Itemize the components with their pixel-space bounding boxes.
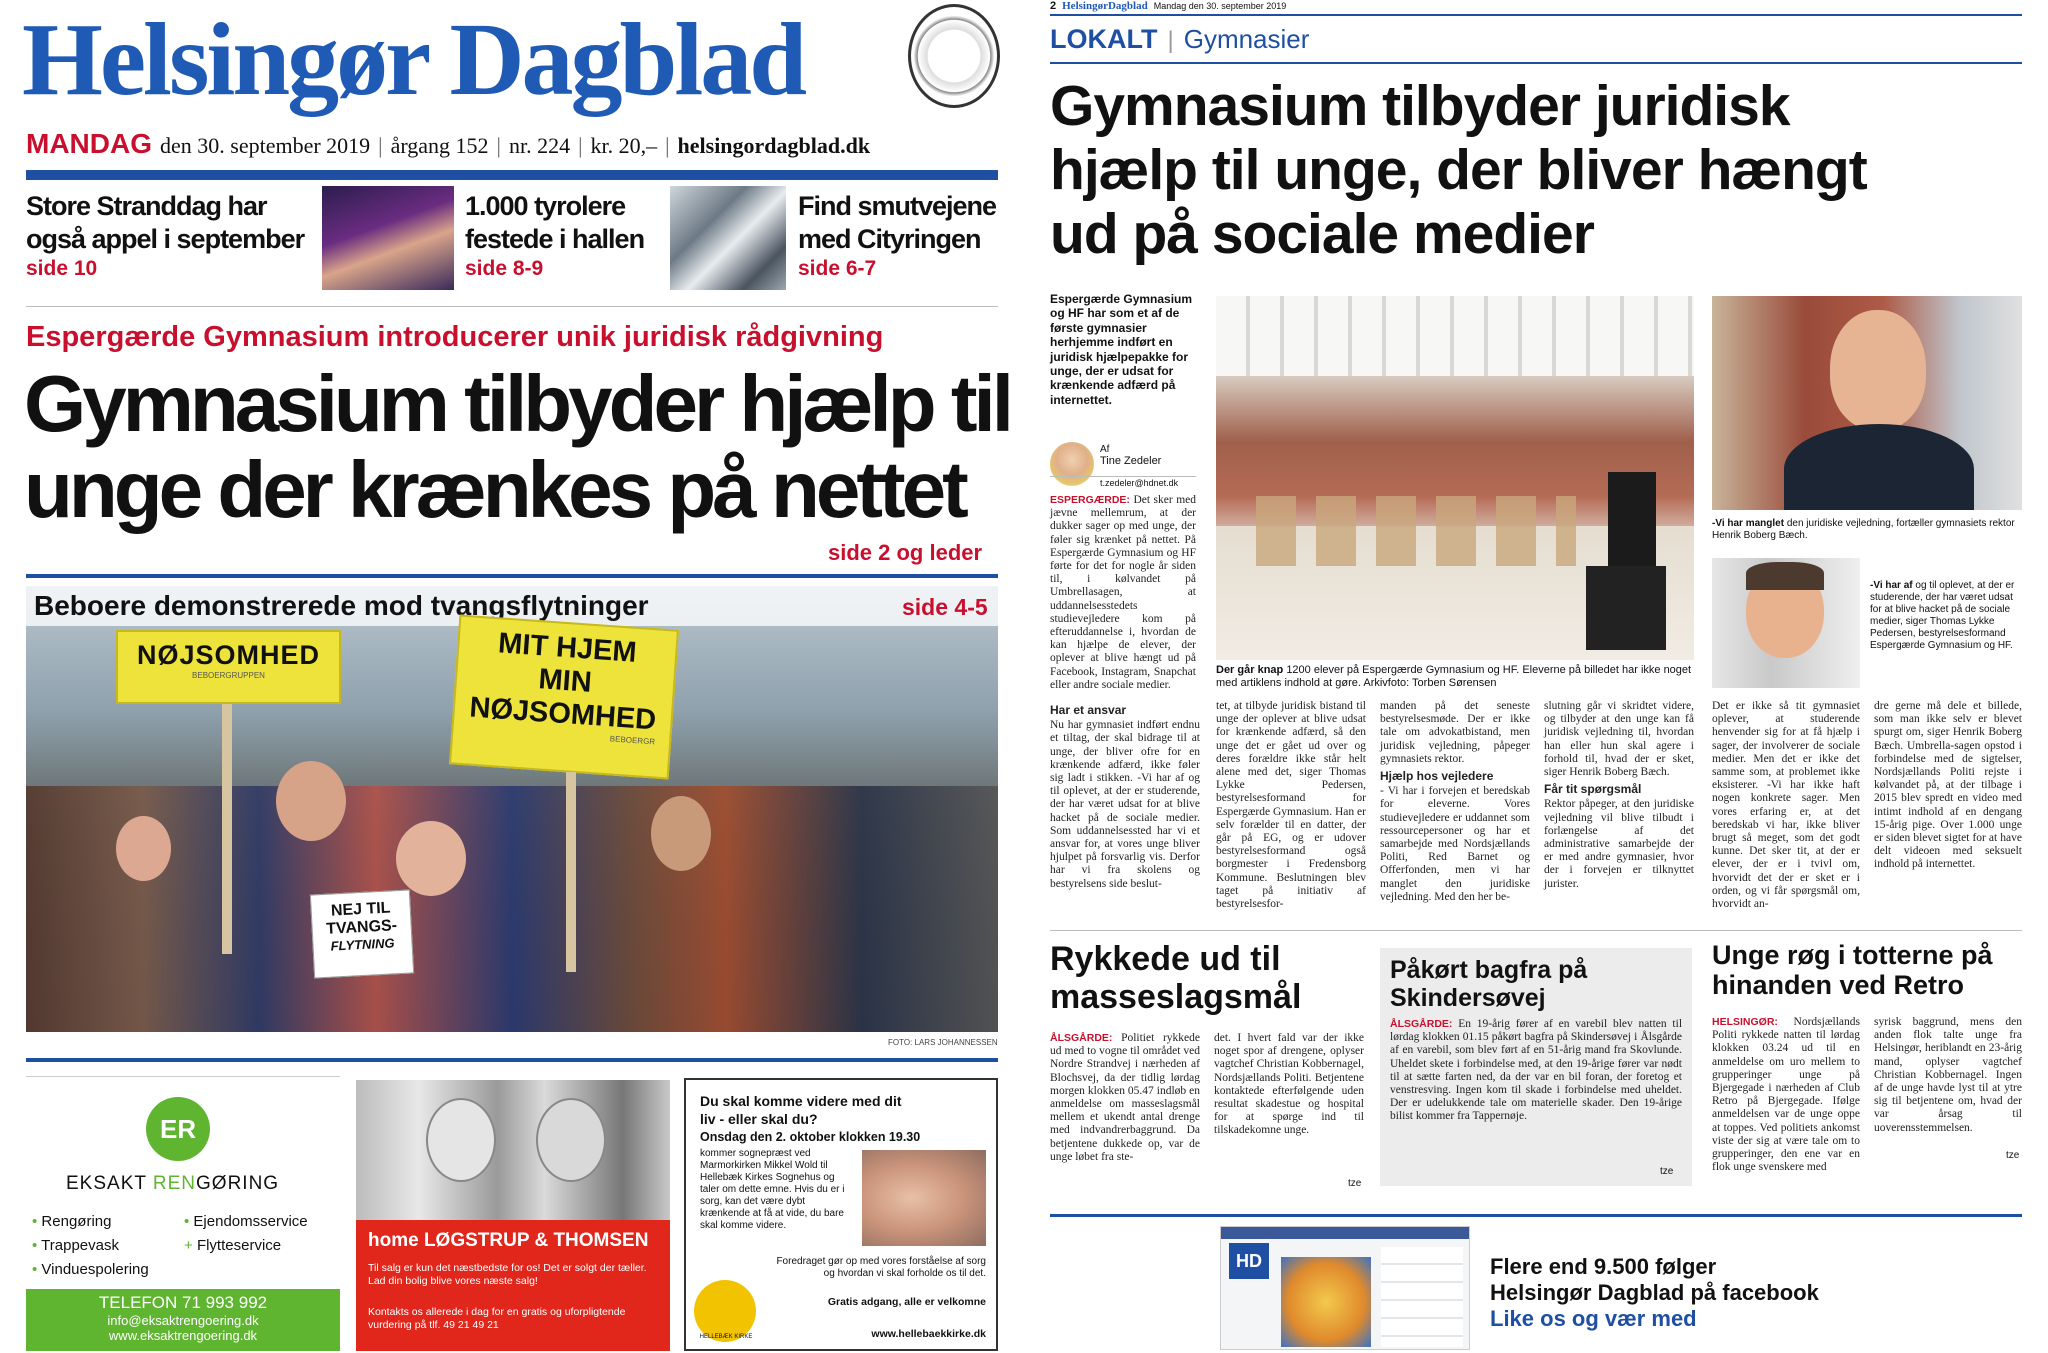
dateline-price: kr. 20,–	[590, 133, 658, 158]
ad-portrait-head	[536, 1098, 606, 1182]
brief-retro[interactable]	[1712, 940, 2022, 1000]
fb-beer-image	[1281, 1257, 1371, 1347]
crowd	[26, 786, 998, 1032]
sign-small: BEBOERGRUPPEN	[192, 671, 265, 680]
col-text: Rektor påpeger, at den juridiske vejledning vil blive tilbudt i forlængelse af det administrative samarbejde der er med andre gymnasier, hvor der i forvejen er tilknyttet jurister.	[1544, 798, 1694, 890]
headline-line: masseslagsmål	[1050, 978, 1302, 1016]
teaser-photo-cityringen	[670, 186, 786, 290]
teaser-line1: Store Stranddag har	[26, 191, 267, 221]
portrait-suit	[1784, 424, 1974, 510]
eksakt-service: • Vinduespolering	[32, 1261, 149, 1278]
teaser-stranddag[interactable]	[26, 190, 316, 282]
dateline-issue: nr. 224	[508, 133, 571, 158]
teaser-line2: også appel i september	[26, 224, 305, 254]
teaser-photo-tyrolere	[322, 186, 454, 290]
portrait2-caption	[1870, 580, 2020, 652]
article-headline[interactable]	[1050, 74, 1867, 266]
photo-credit: FOTO: LARS JOHANNESSEN	[888, 1038, 998, 1047]
caption-bold: -Vi har manglet	[1712, 518, 1785, 529]
ad-hellebaek-kirke[interactable]	[684, 1078, 998, 1351]
gym-hall-photo	[1216, 296, 1694, 660]
eksakt-logo-text: ER	[159, 1114, 197, 1144]
caption-text: og til oplevet, at der er studerende, der har været udsat for at blive hacket på de sociale medier, siger Thomas Lykke Pedersen, bestyrelsesformand Espergærde Gymnasium og HF.	[1870, 580, 2015, 651]
dateline-lead: HELSINGØR:	[1712, 1016, 1778, 1028]
headline-line: hjælp til unge, der bliver hængt	[1050, 138, 1867, 202]
col-text: dre gerne må dele et billede, som man ikke selv er blevet spurgt om, siger Henrik Boberg Bæch. Umbrella-sagen opstod i forbindelse med de sigtelser, Nordsjællands Politi rejste i kølvandet på, at der tilbage i 2015 blev spredt en video med intimt indhold af en dengang 15-årig pige. Over 1.000 unge er siden blevet sigtet for at have delt videoen med seksuelt indhold på internettet.	[1874, 700, 2022, 871]
photo-rule	[26, 574, 998, 578]
dateline-volume: årgang 152	[390, 133, 489, 158]
church-body: kommer sognepræst ved Marmorkirken Mikkel Wold til Hellebæk Kirkes Sognehus og taler om dette emne. Hvis du er i sorg, kan det være dybt krænkende at få at vide, du bare skal komme videre.	[700, 1148, 845, 1231]
dateline-date: den 30. september 2019	[160, 133, 371, 158]
church-hands-photo	[862, 1150, 986, 1246]
brief-text	[1050, 1032, 1200, 1164]
teaser-page: side 10	[26, 257, 98, 280]
eksakt-service: • Rengøring	[32, 1213, 112, 1230]
dateline-sep: |	[496, 133, 501, 158]
headline-line: Unge røg i totterne på	[1712, 940, 1993, 970]
church-free: Gratis adgang, alle er velkomne	[827, 1296, 986, 1308]
brief-sign: tze	[1660, 1166, 1674, 1177]
ad-portrait-head	[426, 1098, 496, 1182]
hd-logo-text: HD	[1236, 1251, 1262, 1271]
service-label: Trappevask	[41, 1237, 119, 1254]
folio-paper: HelsingørDagblad	[1062, 0, 1148, 12]
brief-text	[1214, 1032, 1364, 1138]
sign-pole	[222, 704, 232, 954]
photo-ref[interactable]: side 4-5	[902, 594, 988, 620]
sign-text: NØJSOMHED	[136, 640, 321, 670]
eksakt-phone[interactable]: TELEFON 71 993 992	[98, 1293, 268, 1312]
home-text1: Til salg er kun det næstbedste for os! Det er solgt der tæller. Lad din bolig blive vores næste salg!	[368, 1262, 647, 1287]
caption-text: 1200 elever på Espergærde Gymnasium og HF. Eleverne på billedet har ikke noget med artiklens indhold at gøre. Arkivfoto: Torben Sørensen	[1216, 664, 1692, 689]
promo-line1: Flere end 9.500 følger	[1490, 1254, 1717, 1279]
sign-text: FLYTNING	[330, 935, 395, 954]
headline-line: ud på sociale medier	[1050, 202, 1594, 266]
brief-text-a: En 19-årig fører af en varebil blev natten til lørdag klokken 01.15 påkørt bagfra på Skindersøvej i Ålsgårde af en varebil, som blev ført af en 51-årig mand fra Skovlunde. Uheldet skete i forbindelse med, at den 19-årige fører var nødt til at sætte farten ned, da der var en bil foran, der foretog et venstresving. Ingen kom til skade i forbindelse med uheldet. Der er udelukkende tale om materielle skader. Den 19-årige bilist kommer fra Tappernøje.	[1390, 1018, 1683, 1123]
sign-pole	[566, 772, 576, 972]
headline-line: Rykkede ud til	[1050, 940, 1281, 978]
section-head	[1050, 24, 1309, 55]
brief-headline	[1390, 956, 1682, 1012]
brief-text-a: Politiet rykkede ud med to vogne til området ved Nordre Strandvej i nærheden af Blochsvej, da der tidlig lørdag morgen klokken 05.47 indløb en anmeldelse om masseslagsmål mellem et ukendt antal drenge med indvandrerbaggrund. Da betjentene dukkede op, var de unge løbet fra ste-	[1050, 1032, 1200, 1163]
brief-text	[1874, 1016, 2022, 1135]
byline-divider	[1050, 476, 1196, 477]
folio	[1050, 0, 1286, 12]
byline	[1100, 444, 1200, 467]
subsection-label: Gymnasier	[1183, 24, 1310, 54]
article-col1	[1050, 494, 1196, 692]
eksakt-name-b: REN	[152, 1173, 197, 1194]
caption-bold: Der går knap	[1216, 664, 1284, 676]
brief-sign: tze	[1348, 1178, 1362, 1189]
brief-text-b: det. I hvert fald var der ikke noget spor af drengene, oplyser vagtchef Christian Kobbernagel, Nordsjællands Politi. Betjentene kontaktede efterfølgende uden resultat skadestue og hospital for at spørge ind til tilskadekomne unge.	[1214, 1032, 1364, 1137]
dateline-sep: |	[578, 133, 583, 158]
col-text: Nu har gymnasiet indført endnu et tiltag, der skal bidrage til at unge, der bliver ofre for en krænkende adfærd, ikke føler sig ladt i stikken. -Vi har af og til oplevet, at der er studerende, der har været udsat for at blive hacket på de sociale medier. Som uddannelsessted har vi et ansvar for, at vores unge bliver hjulpet på forsvarlig vis. Derfor har vi fra skolens og bestyrelsens side beslut-	[1050, 719, 1200, 890]
facebook-promo[interactable]	[1050, 1220, 2022, 1353]
teaser-line1: 1.000 tyrolere	[465, 191, 626, 221]
portrait-rektor-photo	[1712, 296, 2022, 510]
eksakt-name-c: GØRING	[196, 1173, 280, 1194]
portrait1-caption	[1712, 518, 2022, 542]
brief-paakoert[interactable]	[1380, 948, 1692, 1186]
eksakt-service: • Ejendomsservice	[184, 1213, 308, 1230]
stage-speaker	[1586, 566, 1666, 650]
sign-text: MIT HJEM	[497, 627, 638, 669]
home-text2: Kontakts os allerede i dag for en gratis og uforpligtende vurdering på tlf. 49 21 49 21	[368, 1306, 626, 1331]
section-rule	[1050, 62, 2022, 64]
caption-bold: -Vi har af	[1870, 580, 1913, 591]
teaser-page: side 6-7	[798, 257, 877, 280]
caption-text: den juridiske vejledning, fortæller gymnasiets rektor Henrik Boberg Bæch.	[1712, 518, 2015, 541]
sign-text: NØJSOMHED	[468, 691, 658, 737]
church-logo-icon	[694, 1280, 756, 1342]
dateline-day: MANDAG	[26, 128, 152, 159]
promo-rule	[1050, 1214, 2022, 1217]
person-head	[396, 821, 466, 896]
article-body-col	[1380, 700, 1530, 904]
ads-rule	[26, 1058, 998, 1062]
church-logo-text: HELLEBÆK KIRKE	[699, 1334, 753, 1340]
brief-text-a: Nordsjællands Politi rykkede natten til lørdag klokken 03.24 ud til en anmeldelse om uro mellem to grupperinger unge på Bjergegade i nærheden af Club Retro på Bjergegade. Ifølge anmeldelsen var de unge oppe at toppes. Ved politiets ankomst viste der sig at være tale om to grupperinger, den ene var en flok unge svenskere med	[1712, 1016, 1860, 1174]
brief-text	[1712, 1016, 1860, 1174]
ad-portrait-photo	[356, 1080, 670, 1220]
ad-eksakt-rengoering[interactable]	[26, 1076, 340, 1351]
home-brand: home LØGSTRUP & THOMSEN	[368, 1230, 649, 1251]
brief-text	[1390, 1018, 1682, 1124]
protest-sign	[449, 615, 679, 780]
teaser-line2: festede i hallen	[465, 224, 645, 254]
teaser-cityringen[interactable]	[798, 190, 1003, 282]
article-body-col	[1050, 700, 1200, 891]
article-body-col	[1544, 700, 1694, 891]
brief-headline	[1050, 940, 1370, 1016]
eksakt-email[interactable]: info@eksaktrengoering.dk	[107, 1313, 259, 1328]
sign-text: NEJ TIL	[330, 899, 391, 920]
headline-line: Skindersøvej	[1390, 984, 1546, 1012]
article-body-col	[1216, 700, 1366, 911]
folio-rule	[1050, 14, 2022, 16]
section-sep: |	[1167, 27, 1174, 54]
col-text: Det er ikke så tit gymnasiet oplever, at studerende henvender sig for at få hjælp i sager, der involverer de sociale medier. Men det er ikke det samme som, at problemet ikke eksisterer. -Vi har ikke haft nogen konkrete sager. Men vores erfaring er, at det beredskab vi har, ikke bliver brugt så meget, som det godt kunne. Det sker tit, at der er elever, der er i tvivl om, hvorvidt det der er sket er i orden, og vi får spørgsmål om, hvorvidt an-	[1712, 700, 1860, 911]
person-head	[116, 816, 171, 881]
lead-headline-line2[interactable]: unge der krænkes på nettet	[24, 445, 965, 534]
divider	[26, 306, 998, 307]
col-text: manden på det seneste bestyrelsesmøde. Der er ikke tale om advokatbistand, men juridisk vejledning, påpeger gymnasiets rektor.	[1380, 700, 1530, 765]
article-body-col	[1874, 700, 2022, 872]
eksakt-logo-icon	[146, 1097, 210, 1161]
col-text: - Vi har i forvejen et beredskab for eleverne. Vores studievejledere er uddannet som ressourcepersoner og har et samarbejde med Nordsjællands Politi, Red Barnet og Offerfonden, men vi har manglet den juridiske vejledning. Med den her be-	[1380, 785, 1530, 903]
article-intro: Espergærde Gymnasium og HF har som et af de første gymnasier herhjemme indført en juridisk hjælpepakke for unge, der er udsat for krænkende adfærd på internettet.	[1050, 292, 1193, 407]
masthead-rule	[26, 170, 998, 180]
hall-tables	[1256, 496, 1576, 566]
service-label: Flytteservice	[196, 1237, 282, 1254]
demonstration-photo	[26, 586, 998, 1032]
promo-line2: Helsingør Dagblad på facebook	[1490, 1280, 1819, 1305]
dateline-sep: |	[378, 133, 383, 158]
church-web[interactable]: www.hellebaekkirke.dk	[871, 1328, 986, 1340]
folio-number: 2	[1050, 0, 1057, 12]
promo-line3[interactable]: Like os og vær med	[1490, 1306, 1697, 1331]
byline-email[interactable]: t.zedeler@hdnet.dk	[1100, 478, 1179, 488]
col-text: tet, at tilbyde juridisk bistand til unge der oplever at blive udsat for krænkende adfærd, så den unge det er gået ud over og deres forældre ikke står helt alene med det, siger Thomas Lykke Pedersen, bestyrelsesformand for Espergærde Gymnasium. Han er selv forælder til en datter, der går på EG, og er udover bestyrelsesformand også borgmester i Fredensborg Kommune. Beslutningen blev taget på initiativ af bestyrelsesfor-	[1216, 700, 1366, 911]
ad-home-logstrup[interactable]	[356, 1080, 670, 1351]
subhead: Hjælp hos vejledere	[1380, 769, 1494, 784]
byline-label: Af	[1100, 444, 1110, 455]
brief-text-b: syrisk baggrund, mens den anden flok talte unge fra Helsingør, heriblandt en 23-årig mand, oplyser vagtchef Christian Kobbernagel. Ingen af de unge havde lyst til at ytre sig til betjentene om, hvad der var årsag til uoverensstemmelsen.	[1874, 1016, 2022, 1134]
eksakt-name	[66, 1173, 279, 1195]
eksakt-name-a: EKSAKT	[66, 1173, 153, 1194]
dateline-sep: |	[665, 133, 670, 158]
article-body-col	[1712, 700, 1860, 911]
sign-text: TVANGS-	[325, 917, 398, 938]
portrait-hair	[1746, 562, 1824, 590]
headline-line: hinanden ved Retro	[1712, 970, 1965, 1000]
brief-headline	[1712, 940, 2022, 1000]
dateline-lead: ÅLSGÅRDE:	[1050, 1032, 1113, 1044]
eksakt-contact-box	[26, 1289, 340, 1351]
fb-feed	[1381, 1247, 1463, 1347]
sign-small: BEBOERGR	[609, 734, 656, 747]
eksakt-service: • Trappevask	[32, 1237, 119, 1254]
church-lecture: Foredraget gør op med vores forståelse af sorg og hvordan vi skal forholde os til det.	[776, 1256, 986, 1279]
dateline-website[interactable]: helsingordagblad.dk	[677, 133, 871, 158]
brief-masseslagsmaal[interactable]	[1050, 940, 1370, 1016]
service-label: Rengøring	[41, 1213, 112, 1230]
byline-avatar	[1050, 442, 1094, 486]
col-text: Det sker med jævne mellemrum, at der dukker sager op med unge, der føler sig krænket på nettet. På Espergærde Gymnasium og HF førte for det for nogle år siden til, i kølvandet på Umbrellasagen, at uddannelsesstedets studievejledere kom på efteruddannelse i, hvordan de kan hjælpe de elever, der oplever at blive hængt ud på Facebook, Instagram, Snapchat eller andre sociale medier.	[1050, 494, 1196, 691]
dateline-lead: ÅLSGÅRDE:	[1390, 1018, 1453, 1030]
page-gutter	[1010, 0, 1048, 1353]
section-label: LOKALT	[1050, 24, 1158, 54]
service-label: Ejendomsservice	[193, 1213, 308, 1230]
dateline-lead: ESPERGÆRDE:	[1050, 494, 1130, 506]
brief-sign: tze	[2006, 1150, 2020, 1161]
church-title: Du skal komme videre med dit liv - eller skal du?	[700, 1093, 902, 1127]
sign-text: MIN	[537, 663, 593, 699]
subhead: Har et ansvar	[1050, 703, 1127, 717]
teaser-page: side 8-9	[465, 257, 544, 280]
headline-line: Gymnasium tilbyder juridisk	[1050, 74, 1790, 138]
protest-sign	[116, 630, 341, 704]
person-head	[276, 761, 346, 841]
briefs-divider	[1050, 930, 2022, 931]
folio-date: Mandag den 30. september 2019	[1153, 1, 1287, 11]
facebook-screenshot	[1220, 1226, 1470, 1350]
headline-line: Påkørt bagfra på	[1390, 956, 1588, 984]
church-date: Onsdag den 2. oktober klokken 19.30	[700, 1130, 921, 1144]
main-photo-caption	[1216, 664, 1694, 690]
lead-headline-ref[interactable]: side 2 og leder	[828, 540, 983, 565]
lead-headline-line1[interactable]: Gymnasium tilbyder hjælp til	[24, 359, 1010, 448]
masthead-seal-icon	[908, 4, 1000, 108]
dateline	[26, 128, 870, 160]
subhead: Får tit spørgsmål	[1544, 782, 1642, 797]
photo-headline: Beboere demonstrerede mod tvangsflytninger	[34, 590, 649, 621]
teaser-line2: med Cityringen	[798, 224, 981, 254]
kicker: Espergærde Gymnasium introducerer unik juridisk rådgivning	[26, 321, 884, 353]
hall-roof	[1216, 296, 1694, 376]
masthead-title: Helsingør Dagblad	[22, 2, 805, 117]
col-text: slutning går vi skridtet videre, og tilbyder at den unge kan få juridisk vejledning til, hvordan han eller hun skal agere i forhold til, hvad der er sket, siger Henrik Boberg Bæch.	[1544, 700, 1694, 779]
hd-logo-icon	[1229, 1243, 1269, 1279]
eksakt-service: + Flytteservice	[184, 1237, 282, 1254]
protest-sign	[310, 889, 414, 978]
teaser-tyrolere[interactable]	[465, 190, 665, 282]
person-head	[651, 796, 711, 871]
eksakt-web[interactable]: www.eksaktrengoering.dk	[108, 1328, 258, 1343]
teaser-line1: Find smutvejene	[798, 191, 997, 221]
portrait-head	[1830, 310, 1926, 430]
byline-name: Tine Zedeler	[1100, 455, 1162, 467]
service-label: Vinduespolering	[41, 1261, 149, 1278]
portrait-bestyrelse-photo	[1712, 558, 1860, 688]
